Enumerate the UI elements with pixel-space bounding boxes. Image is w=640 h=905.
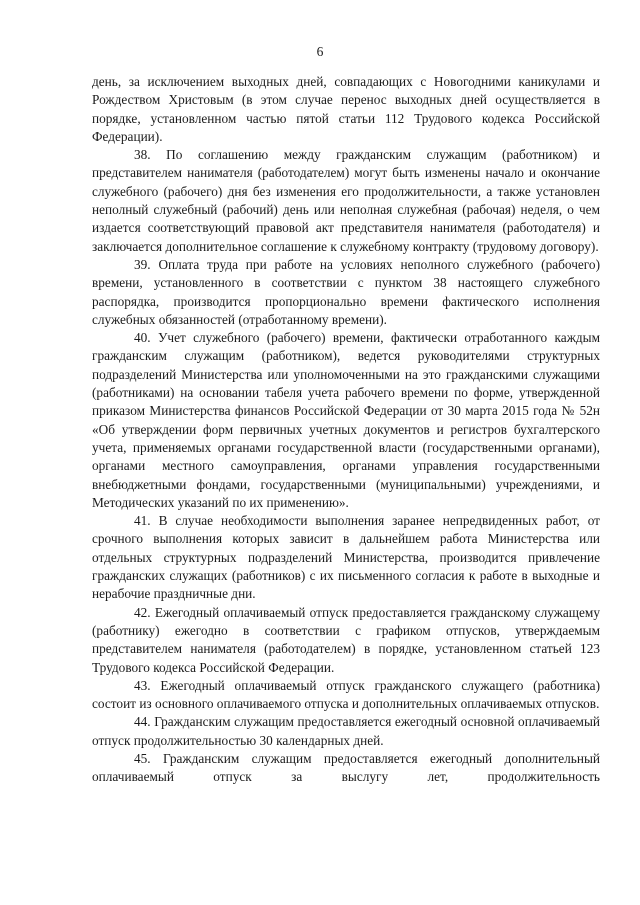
paragraph-38: 38. По соглашению между гражданским служащим (работником) и представителем нанимателя (работодателем) могут быть изменены начало и окончание служебного (рабочего) дня без изменения его продолжительности, а также установлен неполный служебный (рабочий) день или неполная служебная (рабочая) неделя, о чем издается соответствующий правовой акт представителя нанимателя (работодателя) и заключается дополнительное соглашение к служебному контракту (трудовому договору). bbox=[92, 147, 600, 254]
paragraph-43: 43. Ежегодный оплачиваемый отпуск гражданского служащего (работника) состоит из основного оплачиваемого отпуска и дополнительных оплачиваемых отпусков. bbox=[92, 677, 600, 712]
paragraph-40: 40. Учет служебного (рабочего) времени, фактически отработанного каждым гражданским служащим (работником), ведется руководителями структурных подразделений Министерства или уполномоченными на это гражданскими служащими (работниками) на основании табеля учета рабочего времени по форме, утвержденной приказом Министерства финансов Российской Федерации от 30 марта 2015 года № 52н «Об утверждении форм первичных учетных документов и регистров бухгалтерского учета, применяемых органами государственной власти (государственными органами), органами местного самоуправления, органами управления государственными внебюджетными фондами, государственными (муниципальными) учреждениями, и Методических указаний по их применению». bbox=[92, 330, 600, 510]
paragraph-41: 41. В случае необходимости выполнения заранее непредвиденных работ, от срочного выполнения которых зависит в дальнейшем работа Министерства или отдельных структурных подразделений Министерства, производится привлечение гражданских служащих (работников) с их письменного согласия к работе в выходные и нерабочие праздничные дни. bbox=[92, 513, 600, 602]
paragraph-39: 39. Оплата труда при работе на условиях неполного служебного (рабочего) времени, установленного в соответствии с пунктом 38 настоящего служебного распорядка, производится пропорционально времени фактического исполнения служебных обязанностей (отработанному времени). bbox=[92, 256, 600, 327]
paragraph-44: 44. Гражданским служащим предоставляется ежегодный основной оплачиваемый отпуск продолжительностью 30 календарных дней. bbox=[92, 714, 600, 748]
paragraph-45: 45. Гражданским служащим предоставляется ежегодный дополнительный оплачиваемый отпуск за выслугу лет, продолжительность bbox=[92, 750, 600, 785]
paragraph-continuation: день, за исключением выходных дней, совпадающих с Новогодними каникулами и Рождеством Христовым (в этом случае перенос выходных дней осуществляется в порядке, установленном частью пятой статьи 112 Трудового кодекса Российской Федерации). bbox=[92, 74, 600, 144]
page-number: 6 bbox=[316, 44, 324, 59]
document-body bbox=[92, 73, 600, 787]
paragraph-42: 42. Ежегодный оплачиваемый отпуск предоставляется гражданскому служащему (работнику) ежегодно в соответствии с графиком отпусков, утверждаемым представителем нанимателя (работодателем) в порядке, установленном статьей 123 Трудового кодекса Российской Федерации. bbox=[92, 604, 600, 675]
